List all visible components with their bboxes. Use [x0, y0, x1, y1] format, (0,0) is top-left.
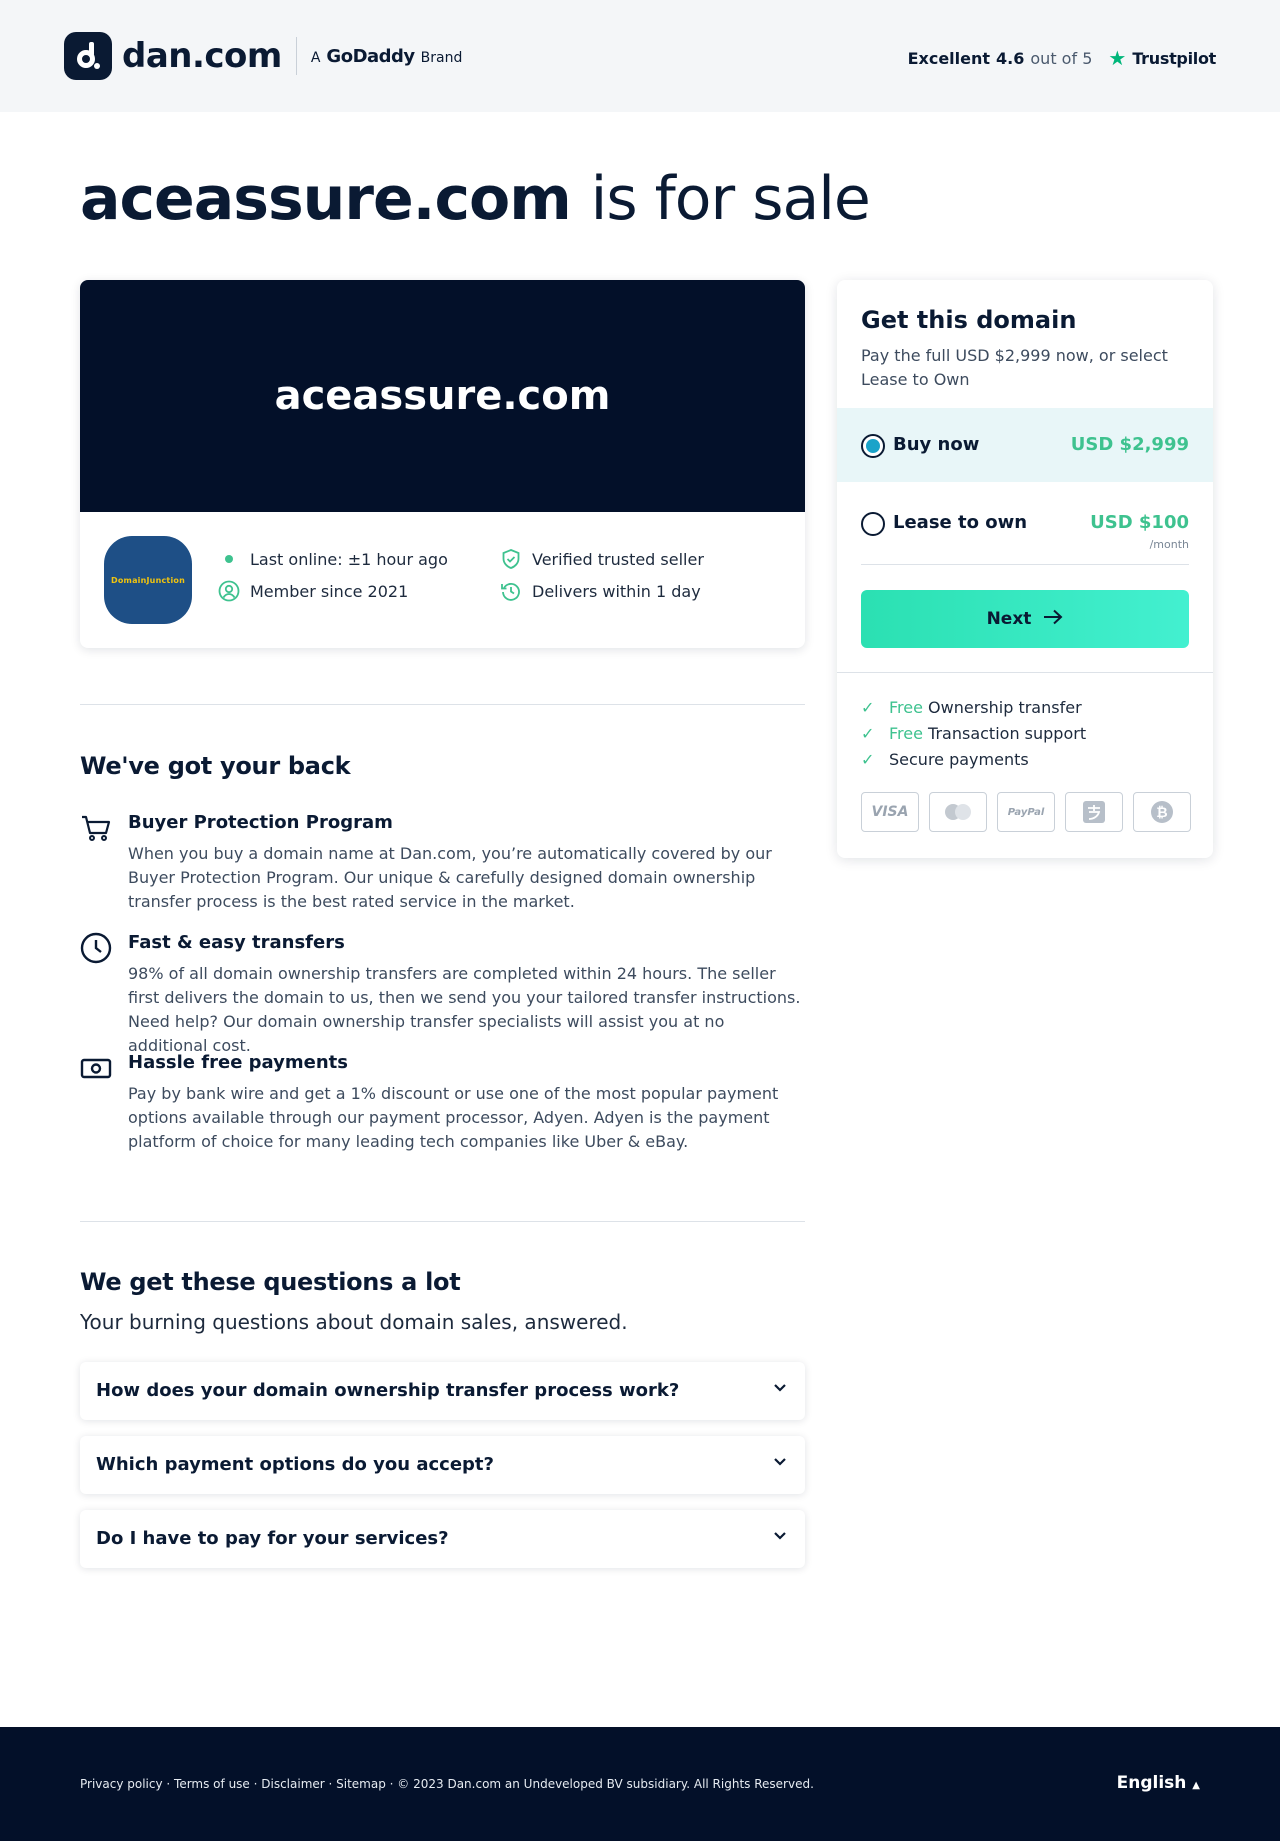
free-tag: Free — [889, 698, 923, 717]
trustpilot-star-icon: ★ — [1108, 46, 1127, 70]
online-dot-icon — [218, 548, 240, 570]
next-label: Next — [986, 609, 1032, 629]
purchase-subtext: Pay the full USD $2,999 now, or select Lease to Own — [861, 346, 1168, 389]
check-icon: ✓ — [861, 698, 875, 717]
chevron-down-icon — [773, 1528, 787, 1546]
seller-info — [80, 512, 805, 648]
feature-secure-payments — [861, 750, 1029, 769]
payment-methods — [861, 792, 1191, 832]
arrow-right-icon — [1043, 609, 1063, 630]
section-divider — [80, 704, 805, 705]
delivery-time — [500, 580, 701, 602]
faq-question: Which payment options do you accept? — [96, 1454, 494, 1475]
title-suffix: is for sale — [590, 164, 870, 234]
dan-logo[interactable] — [64, 32, 462, 80]
benefit-buyer-protection — [80, 812, 805, 922]
seller-avatar — [104, 536, 192, 624]
feature-ownership-transfer — [861, 698, 1082, 717]
buy-now-price: USD $2,999 — [1070, 434, 1189, 455]
feature-text: Transaction support — [928, 724, 1087, 743]
banner-domain-name: aceassure.com — [274, 373, 611, 419]
next-button[interactable] — [861, 590, 1189, 648]
user-icon — [218, 580, 240, 602]
dan-logo-icon — [64, 32, 112, 80]
feature-transaction-support — [861, 724, 1086, 743]
title-domain: aceassure.com — [80, 164, 571, 234]
buy-now-label: Buy now — [893, 434, 980, 455]
faq-item[interactable] — [80, 1362, 805, 1420]
bitcoin-icon — [1133, 792, 1191, 832]
chevron-down-icon — [773, 1380, 787, 1398]
faq-subheading: Your burning questions about domain sales, answered. — [80, 1310, 628, 1334]
domain-banner — [80, 280, 805, 512]
mastercard-icon — [929, 792, 987, 832]
lease-radio[interactable] — [861, 512, 885, 536]
member-since-text: Member since 2021 — [250, 581, 409, 601]
trustpilot-label: Trustpilot — [1132, 48, 1216, 68]
benefit-title: Fast & easy transfers — [128, 932, 345, 953]
trustpilot-rating[interactable] — [908, 46, 1216, 70]
benefit-hassle-free-payments — [80, 1052, 805, 1162]
clock-refresh-icon — [500, 580, 522, 602]
section-divider — [80, 1221, 805, 1222]
panel-divider — [837, 672, 1213, 673]
footer-links[interactable]: Privacy policy · Terms of use · Disclaimer · Sitemap · © 2023 Dan.com an Undeveloped BV subsidiary. All Rights Reserved. — [80, 1777, 814, 1791]
option-divider — [861, 564, 1189, 565]
lease-period: /month — [1149, 538, 1189, 551]
benefit-text: Pay by bank wire and get a 1% discount or use one of the most popular payment options available through our payment processor, Adyen. Adyen is the payment platform of choice for many leading tech companies like Uber & eBay. — [128, 1084, 779, 1151]
option-lease-to-own[interactable] — [837, 486, 1213, 560]
brand-suffix: Brand — [420, 49, 463, 66]
free-tag: Free — [889, 724, 923, 743]
caret-up-icon: ▲ — [1192, 1780, 1200, 1791]
alipay-icon — [1065, 792, 1123, 832]
rating-value: 4.6 — [996, 48, 1025, 68]
seller-logo-text: DomainJunction — [111, 575, 185, 585]
benefit-fast-transfers — [80, 932, 805, 1055]
verified-text: Verified trusted seller — [532, 549, 704, 569]
chevron-down-icon — [773, 1454, 787, 1472]
shopping-cart-icon — [80, 812, 112, 844]
footer — [0, 1727, 1280, 1841]
last-online-text: Last online: ±1 hour ago — [250, 549, 448, 569]
benefit-title: Buyer Protection Program — [128, 812, 393, 833]
check-icon: ✓ — [861, 750, 875, 769]
feature-text: Ownership transfer — [928, 698, 1082, 717]
page-title — [80, 164, 870, 234]
check-icon: ✓ — [861, 724, 875, 743]
option-buy-now[interactable] — [837, 408, 1213, 482]
godaddy-brand — [311, 46, 463, 67]
language-label: English — [1116, 1773, 1187, 1793]
paypal-icon: PayPal — [997, 792, 1055, 832]
shield-check-icon — [500, 548, 522, 570]
last-online — [218, 548, 448, 570]
rating-scale: out of 5 — [1030, 48, 1093, 68]
lease-label: Lease to own — [893, 512, 1028, 533]
faq-heading: We get these questions a lot — [80, 1268, 461, 1296]
verified-seller — [500, 548, 704, 570]
brand-prefix: A — [310, 49, 321, 66]
member-since — [218, 580, 408, 602]
purchase-heading: Get this domain — [861, 306, 1077, 334]
faq-item[interactable] — [80, 1510, 805, 1568]
purchase-panel — [837, 280, 1213, 858]
benefit-text: 98% of all domain ownership transfers are completed within 24 hours. The seller first delivers the domain to us, then we send you your tailored transfer instructions. Need help? Our domain ownership transfer specialists will assist you at no additional cost. — [128, 964, 801, 1055]
faq-question: Do I have to pay for your services? — [96, 1528, 449, 1549]
cash-icon — [80, 1052, 112, 1084]
feature-text: Secure payments — [889, 750, 1029, 769]
svg-text:₿: ₿ — [1156, 805, 1168, 821]
rating-label: Excellent — [907, 48, 991, 68]
benefit-title: Hassle free payments — [128, 1052, 348, 1073]
logo-divider — [296, 37, 297, 75]
protection-heading: We've got your back — [80, 752, 351, 780]
faq-question: How does your domain ownership transfer process work? — [96, 1380, 680, 1401]
benefit-text: When you buy a domain name at Dan.com, you’re automatically covered by our Buyer Protection Program. Our unique & carefully designed domain ownership transfer process is the best rated service in the market. — [128, 844, 772, 911]
language-selector[interactable] — [1117, 1773, 1200, 1793]
clock-icon — [80, 932, 112, 964]
buy-now-radio[interactable] — [861, 434, 885, 458]
faq-item[interactable] — [80, 1436, 805, 1494]
domain-card — [80, 280, 805, 648]
top-bar — [0, 0, 1280, 112]
visa-icon: VISA — [861, 792, 919, 832]
delivers-text: Delivers within 1 day — [532, 581, 701, 601]
logo-wordmark: dan.com — [122, 36, 282, 76]
lease-price: USD $100 — [1090, 512, 1189, 533]
brand-name: GoDaddy — [326, 45, 415, 67]
